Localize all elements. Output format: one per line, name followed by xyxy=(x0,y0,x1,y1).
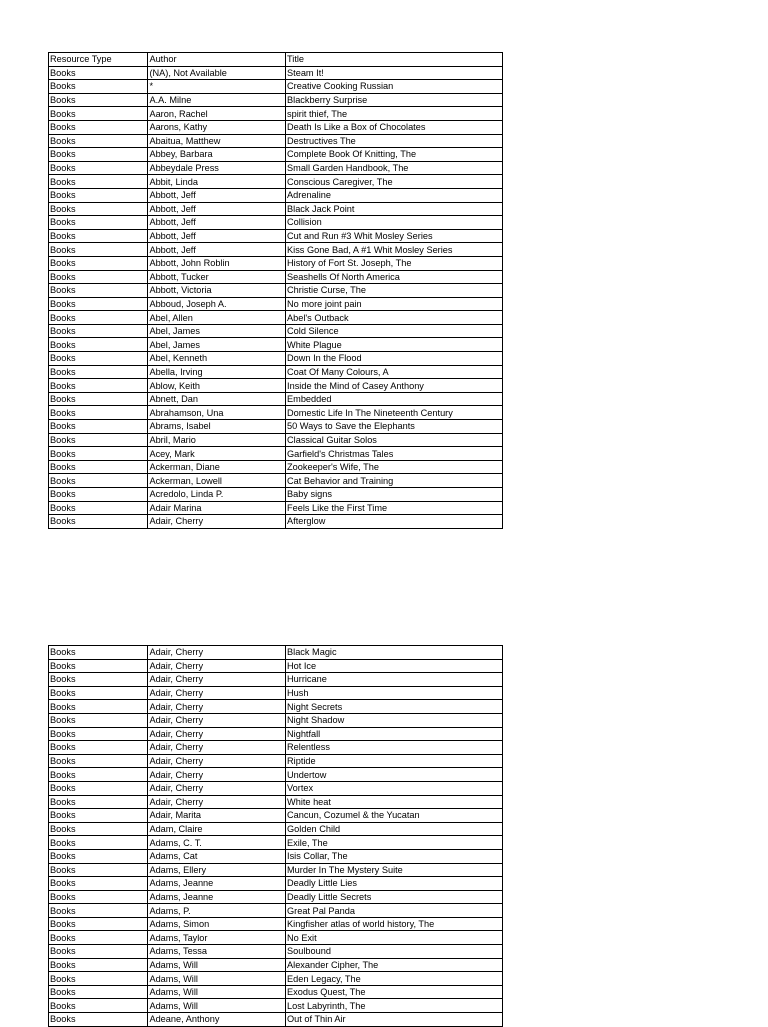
cell-author: Adair, Cherry xyxy=(148,686,286,700)
table-row xyxy=(49,809,503,823)
cell-title: Blackberry Surprise xyxy=(286,93,503,107)
cell-resource-type: Books xyxy=(49,795,148,809)
cell-title: Inside the Mind of Casey Anthony xyxy=(286,379,503,393)
cell-author: Abboud, Joseph A. xyxy=(148,297,286,311)
table-row xyxy=(49,836,503,850)
cell-author: Abbott, Jeff xyxy=(148,188,286,202)
table-row xyxy=(49,80,503,94)
cell-title: Death Is Like a Box of Chocolates xyxy=(286,120,503,134)
table-row xyxy=(49,958,503,972)
cell-title: spirit thief, The xyxy=(286,107,503,121)
table-row xyxy=(49,863,503,877)
cell-resource-type: Books xyxy=(49,768,148,782)
cell-author: Abbott, Tucker xyxy=(148,270,286,284)
table-row xyxy=(49,66,503,80)
cell-author: Adair, Cherry xyxy=(148,646,286,660)
cell-author: Aarons, Kathy xyxy=(148,120,286,134)
table-row xyxy=(49,727,503,741)
cell-author: Abbott, Jeff xyxy=(148,229,286,243)
cell-title: White Plague xyxy=(286,338,503,352)
cell-author: Acredolo, Linda P. xyxy=(148,488,286,502)
cell-resource-type: Books xyxy=(49,420,148,434)
catalog-table-top xyxy=(48,52,503,529)
cell-resource-type: Books xyxy=(49,270,148,284)
table-row xyxy=(49,659,503,673)
cell-author: Adair, Cherry xyxy=(148,768,286,782)
table-row xyxy=(49,877,503,891)
cell-resource-type: Books xyxy=(49,175,148,189)
cell-title: Black Magic xyxy=(286,646,503,660)
cell-title: Steam It! xyxy=(286,66,503,80)
cell-resource-type: Books xyxy=(49,433,148,447)
table-row xyxy=(49,673,503,687)
cell-author: * xyxy=(148,80,286,94)
cell-author: Adams, Simon xyxy=(148,917,286,931)
cell-resource-type: Books xyxy=(49,243,148,257)
cell-resource-type: Books xyxy=(49,188,148,202)
cell-title: History of Fort St. Joseph, The xyxy=(286,256,503,270)
cell-resource-type: Books xyxy=(49,161,148,175)
cell-resource-type: Books xyxy=(49,985,148,999)
cell-resource-type: Books xyxy=(49,515,148,529)
cell-title: Exodus Quest, The xyxy=(286,985,503,999)
cell-title: Zookeeper's Wife, The xyxy=(286,460,503,474)
cell-title: Domestic Life In The Nineteenth Century xyxy=(286,406,503,420)
cell-resource-type: Books xyxy=(49,324,148,338)
cell-title: Great Pal Panda xyxy=(286,904,503,918)
table-row xyxy=(49,741,503,755)
cell-author: Adams, Jeanne xyxy=(148,877,286,891)
cell-author: Abbott, Victoria xyxy=(148,284,286,298)
cell-author: Abnett, Dan xyxy=(148,392,286,406)
cell-title: Relentless xyxy=(286,741,503,755)
cell-resource-type: Books xyxy=(49,66,148,80)
cell-title: Night Secrets xyxy=(286,700,503,714)
cell-resource-type: Books xyxy=(49,822,148,836)
cell-author: Abbott, Jeff xyxy=(148,216,286,230)
cell-author: Abella, Irving xyxy=(148,365,286,379)
table-row xyxy=(49,1013,503,1027)
cell-resource-type: Books xyxy=(49,297,148,311)
cell-author: Abrams, Isabel xyxy=(148,420,286,434)
table-row xyxy=(49,999,503,1013)
cell-author: Adams, Jeanne xyxy=(148,890,286,904)
cell-title: Abel's Outback xyxy=(286,311,503,325)
cell-resource-type: Books xyxy=(49,447,148,461)
cell-resource-type: Books xyxy=(49,741,148,755)
cell-author: Abbeydale Press xyxy=(148,161,286,175)
table-row xyxy=(49,917,503,931)
cell-resource-type: Books xyxy=(49,352,148,366)
cell-author: Abel, Kenneth xyxy=(148,352,286,366)
cell-author: Adair, Cherry xyxy=(148,781,286,795)
cell-title: Alexander Cipher, The xyxy=(286,958,503,972)
cell-title: Feels Like the First Time xyxy=(286,501,503,515)
catalog-rows-top xyxy=(49,53,503,529)
table-row xyxy=(49,134,503,148)
cell-resource-type: Books xyxy=(49,972,148,986)
table-row xyxy=(49,216,503,230)
cell-resource-type: Books xyxy=(49,890,148,904)
cell-title: Coat Of Many Colours, A xyxy=(286,365,503,379)
cell-resource-type: Books xyxy=(49,379,148,393)
table-row xyxy=(49,284,503,298)
cell-resource-type: Books xyxy=(49,134,148,148)
cell-resource-type: Books xyxy=(49,646,148,660)
cell-resource-type: Books xyxy=(49,1013,148,1027)
cell-author: Adair, Cherry xyxy=(148,795,286,809)
table-row xyxy=(49,433,503,447)
cell-resource-type: Books xyxy=(49,917,148,931)
cell-author: Adair, Cherry xyxy=(148,741,286,755)
cell-resource-type: Books xyxy=(49,713,148,727)
cell-title: No Exit xyxy=(286,931,503,945)
cell-resource-type: Books xyxy=(49,93,148,107)
cell-resource-type: Books xyxy=(49,781,148,795)
cell-author: Adams, Will xyxy=(148,999,286,1013)
cell-author: Adams, Will xyxy=(148,985,286,999)
table-row xyxy=(49,890,503,904)
table-row xyxy=(49,713,503,727)
table-row xyxy=(49,365,503,379)
cell-author: Adams, Will xyxy=(148,958,286,972)
cell-title: Hot Ice xyxy=(286,659,503,673)
cell-title: Out of Thin Air xyxy=(286,1013,503,1027)
cell-title: Adrenaline xyxy=(286,188,503,202)
cell-resource-type: Books xyxy=(49,700,148,714)
cell-title: Creative Cooking Russian xyxy=(286,80,503,94)
cell-author: Abbott, John Roblin xyxy=(148,256,286,270)
table-row xyxy=(49,161,503,175)
cell-resource-type: Books xyxy=(49,673,148,687)
cell-resource-type: Books xyxy=(49,107,148,121)
cell-resource-type: Books xyxy=(49,958,148,972)
cell-author: Acey, Mark xyxy=(148,447,286,461)
table-row xyxy=(49,256,503,270)
cell-title: Hurricane xyxy=(286,673,503,687)
cell-author: Adams, Will xyxy=(148,972,286,986)
table-row xyxy=(49,768,503,782)
cell-title: Afterglow xyxy=(286,515,503,529)
cell-title: Golden Child xyxy=(286,822,503,836)
cell-author: (NA), Not Available xyxy=(148,66,286,80)
cell-author: Adams, Tessa xyxy=(148,945,286,959)
cell-title: Cut and Run #3 Whit Mosley Series xyxy=(286,229,503,243)
cell-resource-type: Books xyxy=(49,80,148,94)
table-row xyxy=(49,972,503,986)
table-row xyxy=(49,148,503,162)
table-row xyxy=(49,229,503,243)
cell-title: White heat xyxy=(286,795,503,809)
cell-author: Aaron, Rachel xyxy=(148,107,286,121)
cell-title: Riptide xyxy=(286,754,503,768)
cell-author: Adeane, Anthony xyxy=(148,1013,286,1027)
cell-title: Murder In The Mystery Suite xyxy=(286,863,503,877)
table-row xyxy=(49,93,503,107)
cell-author: Abel, James xyxy=(148,324,286,338)
table-row xyxy=(49,338,503,352)
cell-title: Conscious Caregiver, The xyxy=(286,175,503,189)
cell-resource-type: Books xyxy=(49,216,148,230)
cell-title: Christie Curse, The xyxy=(286,284,503,298)
table-row xyxy=(49,311,503,325)
table-row xyxy=(49,352,503,366)
table-row xyxy=(49,945,503,959)
table-row xyxy=(49,488,503,502)
cell-resource-type: Books xyxy=(49,120,148,134)
cell-author: Adair, Marita xyxy=(148,809,286,823)
cell-author: Ackerman, Lowell xyxy=(148,474,286,488)
cell-title: Seashells Of North America xyxy=(286,270,503,284)
cell-resource-type: Books xyxy=(49,202,148,216)
cell-author: Adams, C. T. xyxy=(148,836,286,850)
cell-resource-type: Books xyxy=(49,877,148,891)
cell-resource-type: Books xyxy=(49,338,148,352)
cell-author: Abril, Mario xyxy=(148,433,286,447)
catalog-table-bottom xyxy=(48,645,503,1027)
cell-title: 50 Ways to Save the Elephants xyxy=(286,420,503,434)
cell-title: Small Garden Handbook, The xyxy=(286,161,503,175)
table-row xyxy=(49,270,503,284)
cell-title: No more joint pain xyxy=(286,297,503,311)
cell-author: Adair, Cherry xyxy=(148,727,286,741)
table-row xyxy=(49,447,503,461)
table-row xyxy=(49,931,503,945)
table-row xyxy=(49,795,503,809)
table-row xyxy=(49,646,503,660)
cell-title: Garfield's Christmas Tales xyxy=(286,447,503,461)
table-row xyxy=(49,379,503,393)
cell-resource-type: Books xyxy=(49,754,148,768)
table-row xyxy=(49,420,503,434)
cell-author: Abbott, Jeff xyxy=(148,243,286,257)
cell-resource-type: Books xyxy=(49,809,148,823)
cell-resource-type: Books xyxy=(49,945,148,959)
cell-author: Abel, Allen xyxy=(148,311,286,325)
table-row xyxy=(49,985,503,999)
cell-title: Kiss Gone Bad, A #1 Whit Mosley Series xyxy=(286,243,503,257)
table-row xyxy=(49,515,503,529)
cell-resource-type: Books xyxy=(49,460,148,474)
table-row xyxy=(49,460,503,474)
table-row xyxy=(49,406,503,420)
cell-title: Kingfisher atlas of world history, The xyxy=(286,917,503,931)
table-row xyxy=(49,904,503,918)
cell-author: Adair, Cherry xyxy=(148,659,286,673)
cell-resource-type: Books xyxy=(49,311,148,325)
header-resource-type: Resource Type xyxy=(49,53,148,67)
header-author: Author xyxy=(148,53,286,67)
table-row xyxy=(49,107,503,121)
cell-resource-type: Books xyxy=(49,931,148,945)
cell-title: Undertow xyxy=(286,768,503,782)
cell-resource-type: Books xyxy=(49,365,148,379)
cell-author: Abaitua, Matthew xyxy=(148,134,286,148)
cell-resource-type: Books xyxy=(49,406,148,420)
table-row xyxy=(49,781,503,795)
cell-resource-type: Books xyxy=(49,659,148,673)
cell-resource-type: Books xyxy=(49,474,148,488)
cell-author: Ackerman, Diane xyxy=(148,460,286,474)
cell-author: Adair, Cherry xyxy=(148,700,286,714)
cell-title: Collision xyxy=(286,216,503,230)
cell-title: Deadly Little Lies xyxy=(286,877,503,891)
cell-title: Classical Guitar Solos xyxy=(286,433,503,447)
cell-title: Cold Silence xyxy=(286,324,503,338)
table-row xyxy=(49,501,503,515)
cell-resource-type: Books xyxy=(49,999,148,1013)
table-row xyxy=(49,392,503,406)
cell-resource-type: Books xyxy=(49,256,148,270)
cell-title: Eden Legacy, The xyxy=(286,972,503,986)
cell-title: Deadly Little Secrets xyxy=(286,890,503,904)
cell-author: Adam, Claire xyxy=(148,822,286,836)
table-row xyxy=(49,849,503,863)
cell-author: Adams, Cat xyxy=(148,849,286,863)
cell-author: Adair, Cherry xyxy=(148,754,286,768)
cell-author: Adair, Cherry xyxy=(148,713,286,727)
cell-resource-type: Books xyxy=(49,849,148,863)
cell-title: Complete Book Of Knitting, The xyxy=(286,148,503,162)
table-row xyxy=(49,243,503,257)
cell-author: A.A. Milne xyxy=(148,93,286,107)
cell-title: Exile, The xyxy=(286,836,503,850)
table-row xyxy=(49,188,503,202)
cell-resource-type: Books xyxy=(49,836,148,850)
cell-author: Adair, Cherry xyxy=(148,673,286,687)
cell-author: Adams, P. xyxy=(148,904,286,918)
table-row xyxy=(49,686,503,700)
cell-title: Nightfall xyxy=(286,727,503,741)
cell-author: Adair, Cherry xyxy=(148,515,286,529)
table-row xyxy=(49,754,503,768)
cell-author: Abbott, Jeff xyxy=(148,202,286,216)
table-row xyxy=(49,120,503,134)
cell-title: Soulbound xyxy=(286,945,503,959)
cell-resource-type: Books xyxy=(49,284,148,298)
cell-author: Abbey, Barbara xyxy=(148,148,286,162)
cell-author: Abel, James xyxy=(148,338,286,352)
cell-author: Adams, Taylor xyxy=(148,931,286,945)
cell-title: Cancun, Cozumel & the Yucatan xyxy=(286,809,503,823)
cell-title: Baby signs xyxy=(286,488,503,502)
header-row xyxy=(49,53,503,67)
cell-author: Ablow, Keith xyxy=(148,379,286,393)
cell-title: Night Shadow xyxy=(286,713,503,727)
table-row xyxy=(49,202,503,216)
cell-resource-type: Books xyxy=(49,904,148,918)
cell-resource-type: Books xyxy=(49,148,148,162)
cell-title: Down In the Flood xyxy=(286,352,503,366)
table-row xyxy=(49,324,503,338)
cell-title: Black Jack Point xyxy=(286,202,503,216)
table-row xyxy=(49,175,503,189)
cell-author: Adams, Ellery xyxy=(148,863,286,877)
cell-title: Lost Labyrinth, The xyxy=(286,999,503,1013)
cell-author: Abrahamson, Una xyxy=(148,406,286,420)
cell-resource-type: Books xyxy=(49,501,148,515)
header-title: Title xyxy=(286,53,503,67)
cell-title: Isis Collar, The xyxy=(286,849,503,863)
cell-title: Destructives The xyxy=(286,134,503,148)
cell-resource-type: Books xyxy=(49,392,148,406)
table-row xyxy=(49,700,503,714)
cell-author: Adair Marina xyxy=(148,501,286,515)
catalog-rows-bottom xyxy=(49,646,503,1027)
cell-resource-type: Books xyxy=(49,229,148,243)
cell-resource-type: Books xyxy=(49,727,148,741)
cell-resource-type: Books xyxy=(49,686,148,700)
table-row xyxy=(49,297,503,311)
cell-resource-type: Books xyxy=(49,488,148,502)
cell-title: Vortex xyxy=(286,781,503,795)
cell-resource-type: Books xyxy=(49,863,148,877)
cell-author: Abbit, Linda xyxy=(148,175,286,189)
cell-title: Cat Behavior and Training xyxy=(286,474,503,488)
table-row xyxy=(49,822,503,836)
cell-title: Hush xyxy=(286,686,503,700)
cell-title: Embedded xyxy=(286,392,503,406)
table-row xyxy=(49,474,503,488)
